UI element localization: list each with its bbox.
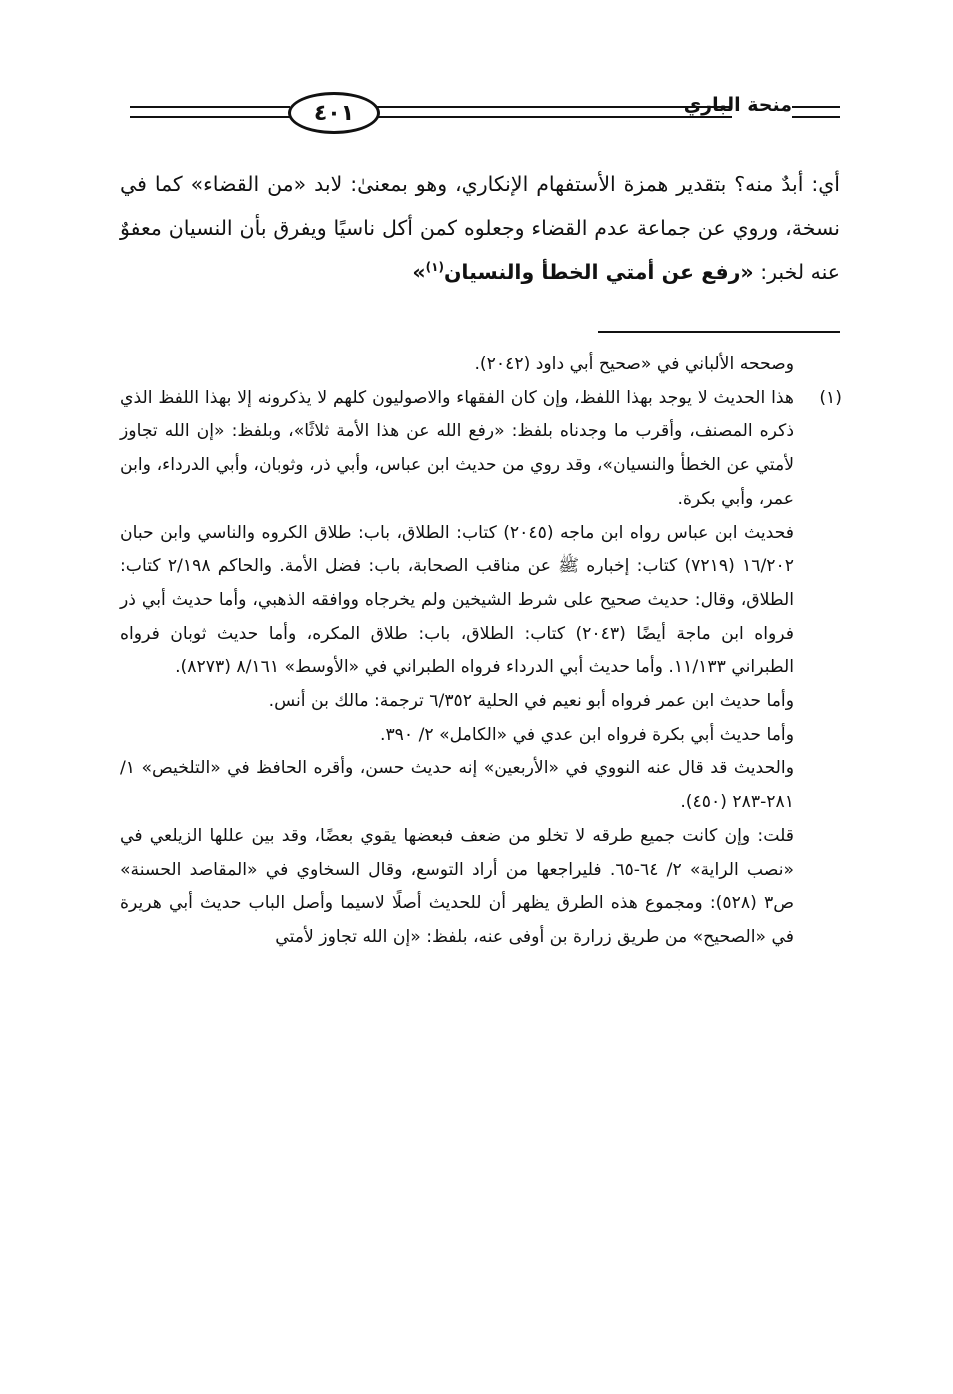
hadith-quote	[412, 260, 753, 284]
footnote-paragraph: وأما حديث أبي بكرة فرواه ابن عدي في «الكامل» ٢/ ٣٩٠.	[379, 724, 794, 745]
footnote-number: (١)	[819, 387, 842, 408]
footnote-paragraph: قلت: وإن كانت جميع طرقه لا تخلو من ضعف فبعضها يقوي بعضًا، وقد بين عللها الزيلعي في «نصب الراية» ٢/ ٦٤-٦٥. فليراجعها من أراد التوسع، وقال السخاوي في «المقاصد الحسنة» ص٣ (٥٢٨): ومجموع هذه الطرق يظهر أن للحديث أصلًا لاسيما وأصل الباب حديث أبي هريرة في «الصحيح» من طريق زرارة بن أوفى عنه، بلفظ: «إن الله تجاوز لأمتي	[120, 825, 795, 947]
hadith-close-quote: »	[412, 260, 426, 284]
main-text	[120, 162, 840, 294]
footnote-paragraph: والحديث قد قال عنه النووي في «الأربعين» إنه حديث حسن، وأقره الحافظ في «التلخيص» ١/ ٢٨١-٢٨٣ (٤٥٠).	[120, 758, 794, 813]
footnote-1	[120, 382, 842, 517]
page-header	[120, 86, 840, 136]
hadith-text: «رفع عن أمتي الخطأ والنسيان	[443, 260, 754, 284]
header-double-rule-middle	[370, 106, 732, 118]
footnotes	[120, 348, 842, 955]
page-number-text: ٤٠١	[313, 100, 355, 126]
main-paragraph: أي: أبدٌ منه؟ بتقدير همزة الأستفهام الإنكاري، وهو بمعنىٰ: لابد «من القضاء» كما في نسخة، وروي عن جماعة عدم القضاء وجعلوه كمن أكل ناسيًا ويفرق بأن النسيان معفوٌ عنه لخبر:	[120, 172, 840, 284]
footnote-separator	[598, 331, 840, 333]
footnote-reference: (١)	[425, 260, 444, 275]
footnote-paragraph: فحديث ابن عباس رواه ابن ماجه (٢٠٤٥) كتاب: الطلاق، باب: طلاق الكروه والناسي وابن حبان ١٦/٢٠٢ (٧٢١٩) كتاب: إخباره ﷺ عن مناقب الصحابة، باب: فضل الأمة. والحاكم ٢/١٩٨ كتاب: الطلاق، وقال: حديث صحيح على شرط الشيخين ولم يخرجاه ووافقه الذهبي، وأما حديث أبي ذر فرواه ابن ماجة أيضًا (٢٠٤٣) كتاب: الطلاق، باب: طلاق المكره، وأما حديث ثوبان فرواه الطبراني ١١/١٣٣. وأما حديث أبي الدرداء فرواه الطبراني في «الأوسط» ٨/١٦١ (٨٢٧٣).	[120, 522, 794, 678]
footnote-continuation: وصححه الألباني في «صحيح أبي داود (٢٠٤٢).	[474, 354, 794, 374]
book-title: منحة الباري	[683, 94, 792, 116]
header-double-rule-left	[130, 106, 290, 118]
footnote-paragraph: وأما حديث ابن عمر فرواه أبو نعيم في الحلية ٦/٣٥٢ ترجمة: مالك بن أنس.	[268, 691, 794, 712]
header-double-rule-right	[792, 106, 840, 118]
footnote-text: هذا الحديث لا يوجد بهذا اللفظ، وإن كان الفقهاء والاصوليون كلهم لا يذكرونه إلا بهذا اللفظ الذي ذكره المصنف، وأقرب ما وجدناه بلفظ: «رفع الله عن هذا الأمة ثلاثًا»، وبلفظ: «إن الله تجاوز لأمتي عن الخطأ والنسيان»، وقد روي من حديث ابن عباس، وأبي ذر، وثوبان، وأبي الدرداء، وابن عمر، وأبي بكرة.	[120, 387, 794, 509]
page-number	[288, 92, 380, 134]
